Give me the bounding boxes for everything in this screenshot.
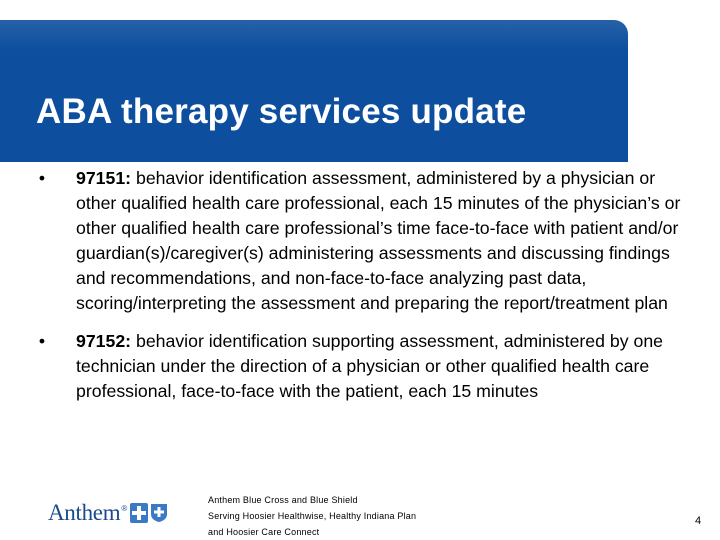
registered-mark: ® [121,503,128,513]
bullet-dot-icon: • [38,331,46,351]
bcbs-marks [130,503,168,523]
footer-line-company: Anthem Blue Cross and Blue Shield [208,495,358,505]
procedure-code: 97151: [76,168,132,188]
cross-icon [130,503,148,523]
title-banner-highlight [0,20,628,50]
bullet-dot-icon: • [38,168,46,188]
bullet-item-97152 [30,329,690,404]
procedure-description: behavior identification supporting assessment, administered by one technician under the direction of a physician or other qualified health care professional, face-to-face with the patient, each 15 minutes [76,331,663,401]
slide-title: ABA therapy services update [36,92,527,131]
anthem-wordmark: Anthem [48,500,121,525]
footer-line-programs: Serving Hoosier Healthwise, Healthy Indiana Plan [208,511,417,521]
footer-line-connect: and Hoosier Care Connect [208,527,320,537]
bullet-item-97151 [30,166,690,316]
bullet-list [30,166,690,404]
procedure-code: 97152: [76,331,132,351]
anthem-logo [48,500,168,526]
shield-icon [150,503,168,523]
procedure-description: behavior identification assessment, administered by a physician or other qualified health care professional, each 15 minutes of the physician’s or other qualified health care professional’s time face-to-face with patient and/or guardian(s)/caregiver(s) administering assessments and discussing findings and recommendations, and non-face-to-face analyzing past data, scoring/interpreting the assessment and preparing the report/treatment plan [76,168,681,313]
footer-text [208,492,468,540]
page-number: 4 [695,515,702,527]
